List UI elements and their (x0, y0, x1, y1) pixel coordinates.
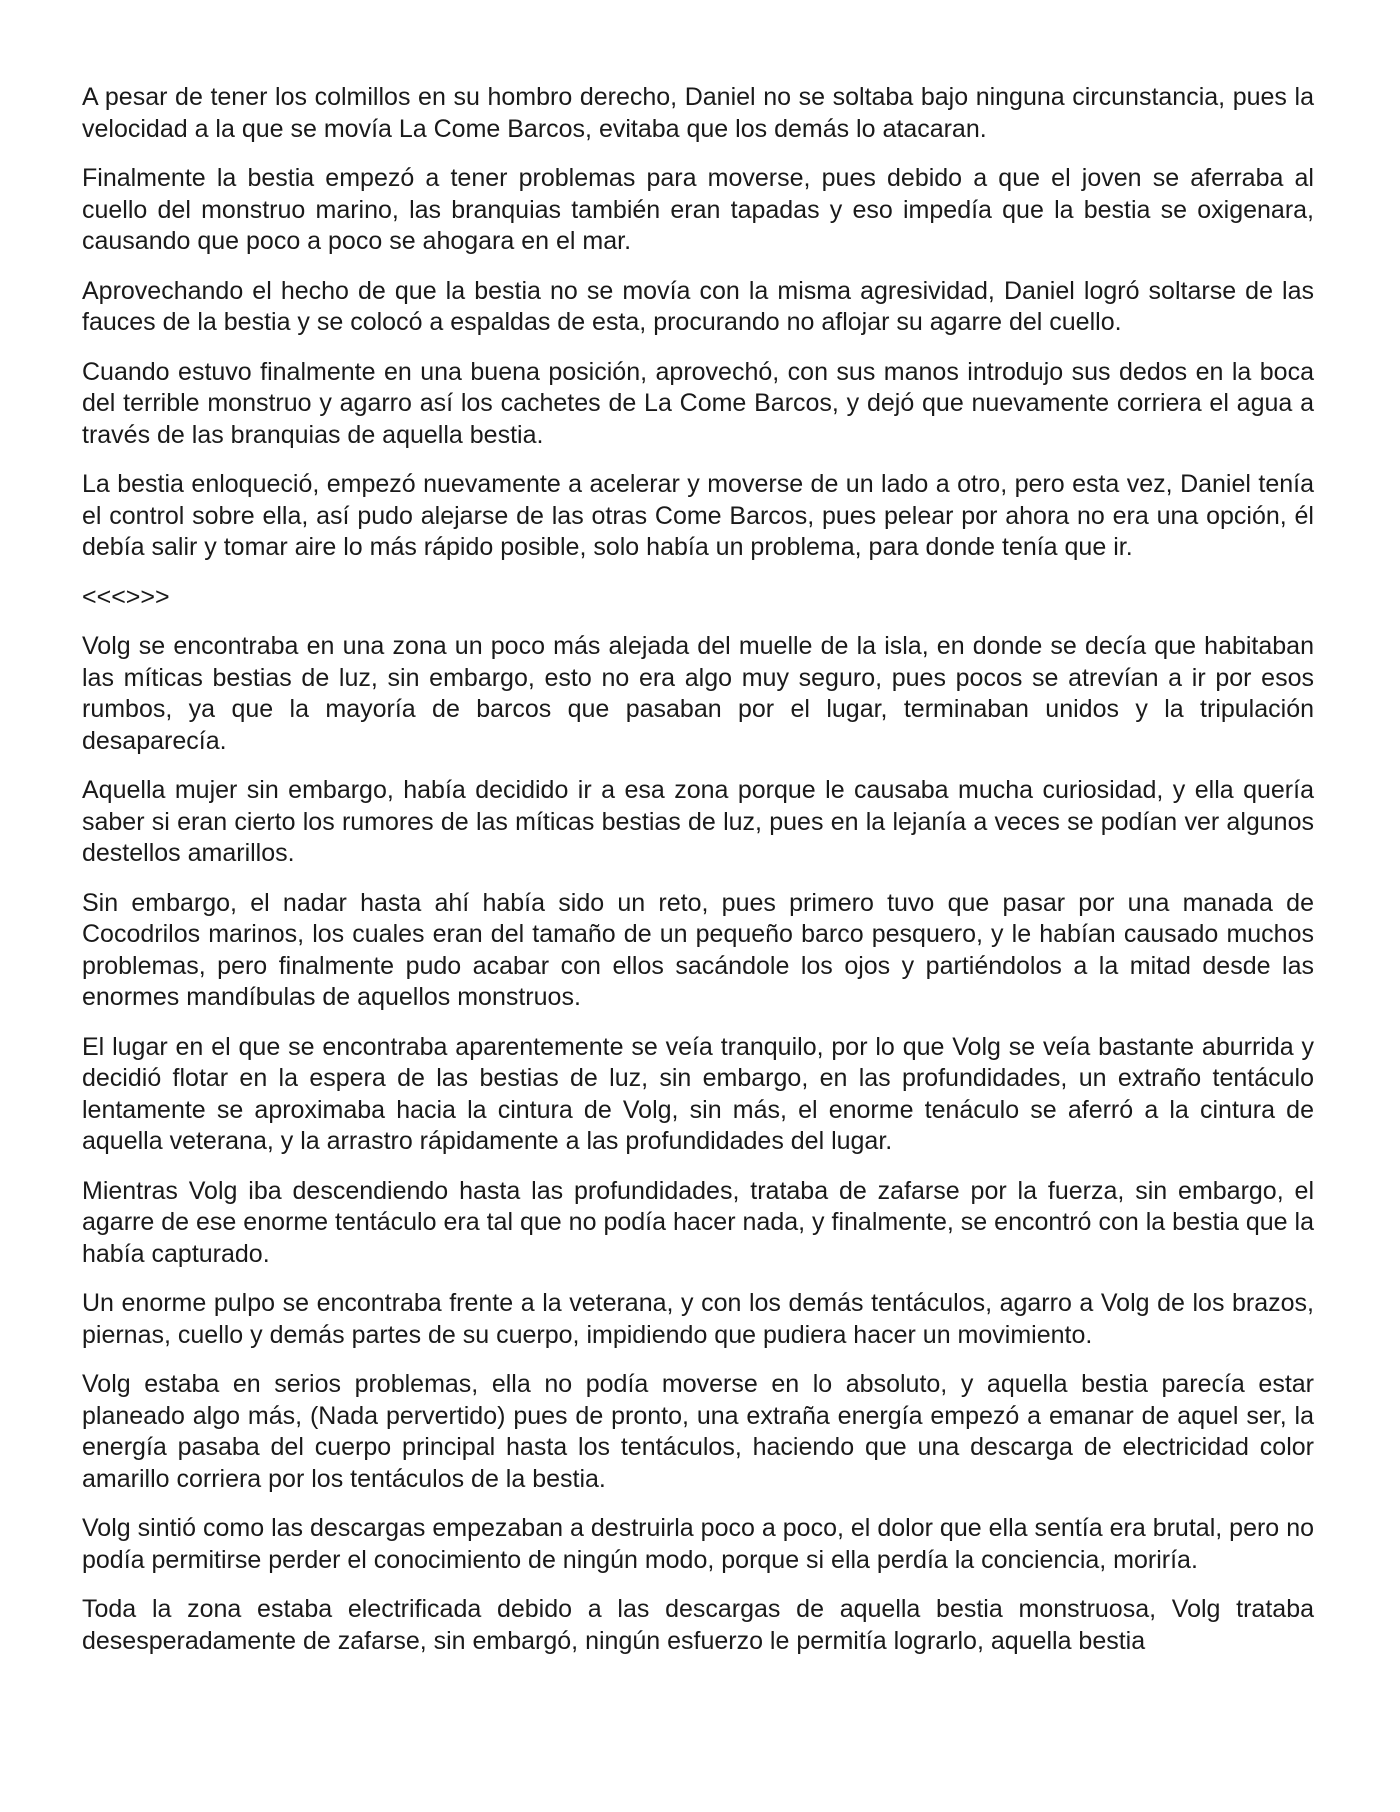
paragraph-1: A pesar de tener los colmillos en su hombro derecho, Daniel no se soltaba bajo ninguna circunstancia, pues la velocidad a la que se movía La Come Barcos, evitaba que los demás lo atacaran. (82, 83, 1314, 143)
paragraph-2: Finalmente la bestia empezó a tener problemas para moverse, pues debido a que el joven se aferraba al cuello del monstruo marino, las branquias también eran tapadas y eso impedía que la bestia se oxigenara, causando que poco a poco se ahogara en el mar. (82, 164, 1314, 255)
scene-separator: <<<>>> (82, 582, 170, 611)
paragraph-4: Cuando estuvo finalmente en una buena posición, aprovechó, con sus manos introdujo sus dedos en la boca del terrible monstruo y agarro así los cachetes de La Come Barcos, y dejó que nuevamente corriera el agua a través de las branquias de aquella bestia. (82, 357, 1314, 449)
paragraph-5: La bestia enloqueció, empezó nuevamente a acelerar y moverse de un lado a otro, pero esta vez, Daniel tenía el control sobre ella, así pudo alejarse de las otras Come Barcos, pues pelear por ahora no era una opción, él debía salir y tomar aire lo más rápido posible, solo había un problema, para donde tenía que ir. (82, 470, 1314, 561)
paragraph-12: Volg estaba en serios problemas, ella no podía moverse en lo absoluto, y aquella bestia parecía estar planeado algo más, (Nada pervertido) pues de pronto, una extraña energía empezó a emanar de aquel ser, la energía pasaba del cuerpo principal hasta los tentáculos, haciendo que una descarga de electricidad color amarillo corriera por los tentáculos de la bestia. (82, 1370, 1314, 1493)
paragraph-13: Volg sintió como las descargas empezaban a destruirla poco a poco, el dolor que ella sentía era brutal, pero no podía permitirse perder el conocimiento de ningún modo, porque si ella perdía la conciencia, moriría. (82, 1514, 1314, 1574)
paragraph-7: Aquella mujer sin embargo, había decidido ir a esa zona porque le causaba mucha curiosidad, y ella quería saber si eran cierto los rumores de las míticas bestias de luz, pues en la lejanía a veces se podían ver algunos destellos amarillos. (82, 776, 1314, 867)
paragraph-9: El lugar en el que se encontraba aparentemente se veía tranquilo, por lo que Volg se veía bastante aburrida y decidió flotar en la espera de las bestias de luz, sin embargo, en las profundidades, un extraño tentáculo lentamente se aproximaba hacia la cintura de Volg, sin más, el enorme tenáculo se aferró a la cintura de aquella veterana, y la arrastro rápidamente a las profundidades del lugar. (82, 1032, 1314, 1155)
paragraph-8: Sin embargo, el nadar hasta ahí había sido un reto, pues primero tuvo que pasar por una manada de Cocodrilos marinos, los cuales eran del tamaño de un pequeño barco pesquero, y le habían causado muchos problemas, pero finalmente pudo acabar con ellos sacándole los ojos y partiéndolos a la mitad desde las enormes mandíbulas de aquellos monstruos. (82, 888, 1314, 1011)
paragraph-6: Volg se encontraba en una zona un poco más alejada del muelle de la isla, en donde se decía que habitaban las míticas bestias de luz, sin embargo, esto no era algo muy seguro, pues pocos se atrevían a ir por esos rumbos, ya que la mayoría de barcos que pasaban por el lugar, terminaban unidos y la tripulación desaparecía. (82, 632, 1314, 755)
document-page (82, 82, 1314, 1657)
paragraph-14: Toda la zona estaba electrificada debido a las descargas de aquella bestia monstruosa, Volg trataba desesperadamente de zafarse, sin embargó, ningún esfuerzo le permitía lograrlo, aquella bestia (82, 1595, 1314, 1655)
paragraph-3: Aprovechando el hecho de que la bestia no se movía con la misma agresividad, Daniel logró soltarse de las fauces de la bestia y se colocó a espaldas de esta, procurando no aflojar su agarre del cuello. (82, 276, 1314, 336)
paragraph-10: Mientras Volg iba descendiendo hasta las profundidades, trataba de zafarse por la fuerza, sin embargo, el agarre de ese enorme tentáculo era tal que no podía hacer nada, y finalmente, se encontró con la bestia que la había capturado. (82, 1176, 1314, 1268)
paragraph-11: Un enorme pulpo se encontraba frente a la veterana, y con los demás tentáculos, agarro a Volg de los brazos, piernas, cuello y demás partes de su cuerpo, impidiendo que pudiera hacer un movimiento. (82, 1289, 1314, 1349)
